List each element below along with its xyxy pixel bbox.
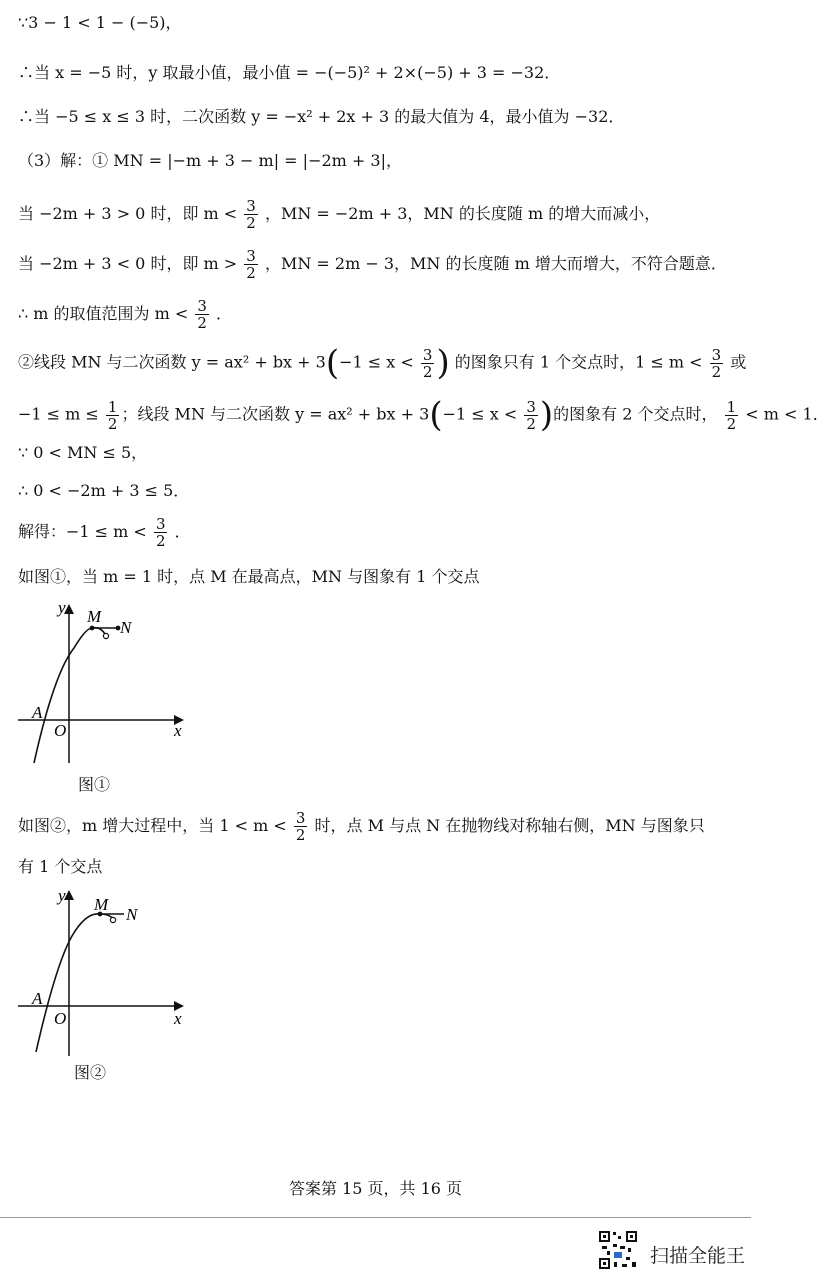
fraction (421, 347, 435, 380)
qr-code-icon (598, 1230, 638, 1270)
numerator: 3 (422, 345, 433, 364)
denominator: 2 (246, 264, 256, 282)
text: ，MN = −2m + 3，MN 的长度随 m 的增大而减小， (264, 204, 661, 223)
line-14 (18, 810, 741, 843)
numerator: 3 (246, 247, 256, 265)
fraction (294, 810, 308, 843)
line-4: （3）解：① MN = |−m + 3 − m| = |−2m + 3|， (18, 151, 402, 170)
figure-2-caption: 图② (74, 1063, 107, 1082)
denominator: 2 (422, 362, 433, 381)
line-8 (18, 343, 747, 383)
line-2: ∴当 x = −5 时，y 取最小值，最小值 = −(−5)² + 2×(−5) + 3 = −32． (18, 63, 561, 82)
text: 当 −2m + 3 > 0 时，即 m < (18, 204, 238, 223)
text: 时，点 M 与点 N 在抛物线对称轴右侧，MN 与图象只 (314, 816, 705, 835)
point-m-label: M (87, 607, 102, 626)
line-12 (18, 516, 741, 549)
numerator: 1 (107, 397, 118, 416)
paren: ( (429, 395, 443, 435)
fraction (195, 298, 209, 331)
figure-2-graph (14, 884, 194, 1058)
line-9 (18, 395, 829, 435)
denominator: 2 (711, 362, 722, 381)
text: ． (174, 522, 191, 541)
fraction (710, 347, 724, 380)
y-label: y (58, 598, 66, 617)
fraction (524, 399, 538, 432)
fraction (154, 516, 168, 549)
line-15: 有 1 个交点 (18, 857, 103, 876)
fraction (244, 198, 258, 231)
numerator: 3 (155, 515, 166, 533)
text: 解得：−1 ≤ m < (18, 522, 147, 541)
denominator: 2 (726, 414, 737, 433)
line-1: ∵3 − 1 < 1 − (−5)， (18, 13, 182, 32)
y-label: y (58, 886, 66, 905)
line-13: 如图①，当 m = 1 时，点 M 在最高点，MN 与图象有 1 个交点 (18, 567, 480, 586)
line-10: ∵ 0 < MN ≤ 5， (18, 443, 148, 462)
point-m-label: M (94, 895, 109, 914)
paren: ) (436, 343, 450, 383)
brand-label: 扫描全能王 (650, 1245, 746, 1267)
text: −1 ≤ m ≤ (18, 404, 99, 424)
numerator: 3 (246, 197, 256, 215)
fraction (244, 248, 258, 281)
origin-label: O (54, 1009, 67, 1028)
point-a-label: A (32, 989, 43, 1008)
denominator: 2 (107, 414, 118, 433)
text: ；线段 MN 与二次函数 y = ax² + bx + 3 (121, 404, 430, 424)
paren: ) (539, 395, 554, 435)
figure-1-graph (14, 598, 194, 768)
paren: ( (325, 343, 340, 383)
text: ∴ m 的取值范围为 m < (18, 304, 189, 323)
text: 当 −2m + 3 < 0 时，即 m > (18, 254, 238, 273)
line-5 (18, 198, 741, 231)
text: −1 ≤ x < (442, 404, 518, 424)
denominator: 2 (526, 414, 536, 433)
origin-label: O (54, 721, 67, 740)
text: ，MN = 2m − 3，MN 的长度随 m 增大而增大，不符合题意． (264, 254, 727, 273)
point-n-label: N (120, 618, 132, 637)
numerator: 3 (711, 345, 722, 364)
x-label: x (174, 1009, 182, 1028)
text: −1 ≤ x < (339, 352, 414, 372)
line-7 (18, 298, 741, 331)
page-footer: 答案第 15 页，共 16 页 (288, 1179, 463, 1198)
text: 或 (730, 352, 747, 372)
line-6 (18, 248, 741, 281)
denominator: 2 (197, 314, 207, 332)
text: 的图象有 2 个交点时， (553, 404, 718, 424)
text: < m < 1． (745, 404, 829, 424)
numerator: 3 (197, 297, 207, 315)
numerator: 1 (726, 397, 737, 416)
fraction (106, 399, 120, 432)
fraction (725, 399, 739, 432)
divider (0, 1217, 751, 1218)
text: 的图象只有 1 个交点时，1 ≤ m < (454, 352, 703, 372)
numerator: 3 (526, 397, 536, 416)
denominator: 2 (246, 214, 256, 232)
line-3: ∴当 −5 ≤ x ≤ 3 时，二次函数 y = −x² + 2x + 3 的最大值为 4，最小值为 −32． (18, 107, 625, 126)
line-11: ∴ 0 < −2m + 3 ≤ 5． (18, 481, 190, 500)
text: ． (216, 304, 233, 323)
text: 如图②，m 增大过程中，当 1 < m < (18, 816, 287, 835)
figure-1-caption: 图① (78, 775, 111, 794)
denominator: 2 (295, 826, 306, 844)
denominator: 2 (155, 532, 166, 550)
point-n-label: N (126, 905, 138, 924)
x-label: x (174, 721, 182, 740)
point-a-label: A (32, 703, 43, 722)
numerator: 3 (295, 809, 306, 827)
text: ②线段 MN 与二次函数 y = ax² + bx + 3 (18, 352, 326, 372)
